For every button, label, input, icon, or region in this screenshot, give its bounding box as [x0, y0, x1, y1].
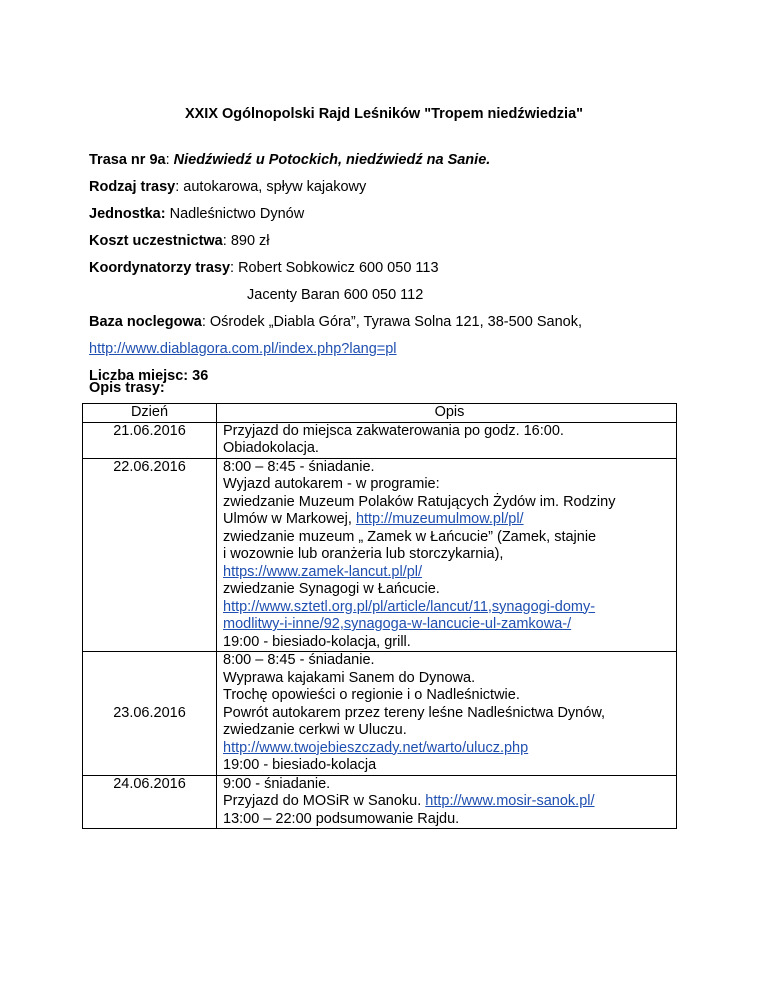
day-cell: 21.06.2016 [83, 422, 217, 458]
desc-line: 8:00 – 8:45 - śniadanie. [223, 652, 375, 668]
desc-line: 19:00 - biesiado-kolacja, grill. [223, 633, 411, 650]
desc-line: Powrót autokarem przez tereny leśne Nadleśnictwa Dynów, [223, 704, 606, 721]
coordinators-label: Koordynatorzy trasy [89, 260, 231, 276]
unit-value: Nadleśnictwo Dynów [169, 206, 305, 222]
desc-line: Przyjazd do MOSiR w Sanoku. http://www.mosir-sanok.pl/ [223, 793, 595, 809]
lodging-line: Baza noclegowa: Ośrodek „Diabla Góra”, Tyrawa Solna 121, 38-500 Sanok, [89, 314, 582, 330]
day-cell: 22.06.2016 [83, 458, 217, 652]
table-row [83, 422, 677, 458]
route-line: Trasa nr 9a: Niedźwiedź u Potockich, niedźwiedź na Sanie. [89, 152, 491, 168]
desc-line [223, 599, 676, 617]
description-cell [217, 775, 677, 829]
sztetl-link-part2[interactable]: modlitwy-i-inne/92,synagoga-w-lancucie-ul-zamkowa-/ [223, 616, 572, 632]
desc-line: 19:00 - biesiado-kolacja [223, 757, 377, 773]
desc-line: i wozownie lub oranżeria lub storczykarnia), [223, 546, 504, 562]
header-description: Opis [217, 404, 677, 423]
day-cell: 23.06.2016 [83, 652, 217, 776]
coordinator-first: Robert Sobkowicz 600 050 113 [238, 260, 439, 276]
lodging-link[interactable]: http://www.diablagora.com.pl/index.php?lang=pl [89, 341, 397, 357]
lodging-value: Ośrodek „Diabla Góra”, Tyrawa Solna 121, 38-500 Sanok, [209, 314, 582, 330]
desc-line: zwiedzanie muzeum „ Zamek w Łańcucie” (Zamek, stajnie [223, 528, 597, 545]
desc-line: Wyprawa kajakami Sanem do Dynowa. [223, 669, 476, 686]
desc-line: zwiedzanie Synagogi w Łańcucie. [223, 581, 440, 597]
table-row [83, 458, 677, 652]
table-header-row [83, 404, 677, 423]
mosir-link[interactable]: http://www.mosir-sanok.pl/ [425, 793, 595, 809]
cost-label: Koszt uczestnictwa [89, 233, 223, 249]
desc-line: 8:00 – 8:45 - śniadanie. [223, 458, 375, 475]
ulucz-link[interactable]: http://www.twojebieszczady.net/warto/ulucz.php [223, 739, 529, 756]
route-label: Trasa nr 9a [89, 152, 166, 168]
places-count: Liczba miejsc: 36 [89, 368, 209, 384]
lodging-label: Baza noclegowa [89, 314, 202, 330]
desc-line: 13:00 – 22:00 podsumowanie Rajdu. [223, 810, 460, 827]
unit-line [89, 206, 304, 222]
description-cell [217, 652, 677, 776]
type-line: Rodzaj trasy: autokarowa, spływ kajakowy [89, 179, 367, 195]
type-label: Rodzaj trasy [89, 179, 176, 195]
sztetl-link-part1[interactable]: http://www.sztetl.org.pl/pl/article/lancut/11,synagogi-domy- [223, 598, 596, 615]
desc-line: Obiadokolacja. [223, 440, 319, 456]
cost-line: Koszt uczestnictwa: 890 zł [89, 233, 270, 249]
desc-line: Ulmów w Markowej, http://muzeumulmow.pl/pl/ [223, 511, 524, 527]
table-row [83, 652, 677, 776]
museum-ulma-link[interactable]: http://muzeumulmow.pl/pl/ [355, 511, 524, 527]
day-cell: 24.06.2016 [83, 775, 217, 829]
desc-line: zwiedzanie cerkwi w Uluczu. [223, 722, 407, 738]
desc-line [223, 740, 676, 758]
coordinator-second: Jacenty Baran 600 050 112 [247, 287, 424, 303]
desc-line: Wyjazd autokarem - w programie: [223, 476, 440, 492]
type-value: autokarowa, spływ kajakowy [183, 179, 367, 195]
cost-value: 890 zł [230, 233, 270, 249]
coordinators-line: Koordynatorzy trasy: Robert Sobkowicz 600 050 113 [89, 260, 439, 276]
desc-line: Przyjazd do miejsca zakwaterowania po godz. 16:00. [223, 422, 564, 439]
description-label: Opis trasy: [89, 380, 165, 396]
table-row [83, 775, 677, 829]
description-cell [217, 422, 677, 458]
route-name: Niedźwiedź u Potockich, niedźwiedź na Sanie. [173, 152, 491, 168]
desc-line: Trochę opowieści o regionie i o Nadleśnictwie. [223, 687, 520, 703]
header-day: Dzień [83, 404, 217, 423]
desc-line: 9:00 - śniadanie. [223, 775, 331, 792]
zamek-lancut-link[interactable]: https://www.zamek-lancut.pl/pl/ [223, 563, 423, 580]
lodging-url-line [89, 341, 397, 357]
desc-line: zwiedzanie Muzeum Polaków Ratujących Żydów im. Rodziny [223, 493, 616, 510]
schedule-table [82, 403, 677, 829]
document-title: XXIX Ogólnopolski Rajd Leśników "Tropem niedźwiedzia" [184, 106, 584, 122]
description-cell [217, 458, 677, 652]
desc-line [223, 564, 676, 582]
desc-line [223, 616, 676, 634]
unit-label: Jednostka: [89, 206, 166, 222]
